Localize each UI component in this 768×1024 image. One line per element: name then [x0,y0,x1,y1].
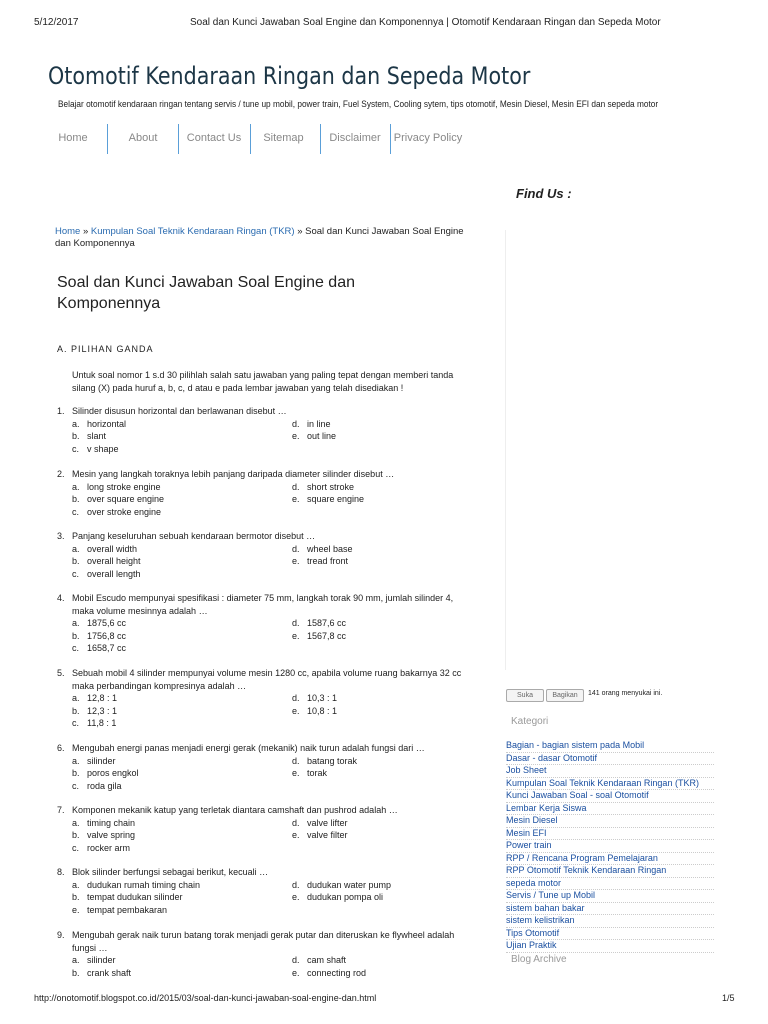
option-text: overall height [87,556,141,566]
question-number: 9. [57,930,65,940]
sidebar-divider [505,230,506,670]
question-number: 7. [57,805,65,815]
option-letter: c. [72,718,80,728]
question [57,667,477,730]
option-text: 11,8 : 1 [87,718,117,728]
option-text: torak [307,768,328,778]
answer-option [72,879,200,892]
option-letter: d. [292,817,300,828]
option-text: cam shaft [307,955,347,965]
option-text: valve lifter [307,817,348,828]
categories-list [506,740,714,953]
answer-option [72,543,137,556]
category-link[interactable]: Mesin EFI [506,828,714,841]
question-text: Mobil Escudo mempunyai spesifikasi : diameter 75 mm, langkah torak 90 mm, jumlah silinder 4, maka volume mesinnya adalah … [72,593,454,616]
nav-disclaimer[interactable]: Disclaimer [329,132,381,144]
option-text: dudukan pompa oli [307,892,384,902]
answer-option [292,555,348,568]
option-letter: a. [72,755,80,766]
option-letter: b. [72,556,80,566]
question-text: Panjang keseluruhan sebuah kendaraan bermotor disebut … [72,531,316,541]
answer-option [72,630,126,643]
option-letter: b. [72,830,80,840]
answer-option [292,891,383,904]
answer-option [72,692,117,705]
nav-about[interactable]: About [128,132,158,144]
option-text: dudukan water pump [307,879,392,890]
category-link[interactable]: Job Sheet [506,765,714,778]
question-stem [57,667,477,692]
categories-heading: Kategori [511,716,549,727]
breadcrumb-current: Soal dan Kunci Jawaban Soal Engine dan Komponennya [55,226,464,249]
category-link[interactable]: Power train [506,840,714,853]
find-us-heading: Find Us : [516,186,572,201]
answer-option [292,418,331,431]
option-text: 1756,8 cc [87,630,127,641]
question-stem [57,468,477,481]
breadcrumb-category[interactable]: Kumpulan Soal Teknik Kendaraan Ringan (TKR) [90,226,295,237]
option-letter: e. [292,892,300,902]
answer-option [292,617,346,630]
answer-option [72,904,167,917]
print-page-title: Soal dan Kunci Jawaban Soal Engine dan Komponennya | Otomotif Kendaraan Ringan dan Sepeda Motor [190,17,661,28]
answer-option [292,493,364,506]
answer-option [72,617,126,630]
option-text: silinder [87,755,116,766]
blog-archive-heading: Blog Archive [511,954,567,965]
option-letter: c. [72,443,80,454]
answer-option [72,493,164,506]
option-letter: d. [292,481,300,492]
question-number: 1. [57,406,65,416]
answer-option [292,767,327,780]
option-letter: e. [292,967,300,978]
option-text: long stroke engine [87,481,161,492]
question [57,929,477,979]
option-letter: d. [292,755,300,766]
option-letter: d. [292,879,300,890]
option-letter: b. [72,431,80,441]
question-number: 5. [57,668,65,678]
option-text: out line [307,431,337,441]
option-text: tempat pembakaran [87,904,168,915]
answer-option [292,543,353,556]
option-text: overall length [87,568,141,579]
site-description: Belajar otomotif kendaraan ringan tentang servis / tune up mobil, power train, Fuel System, Cooling sytem, tips otomotif, Mesin Diesel, Mesin EFI dan sepeda motor [58,99,659,109]
option-letter: a. [72,543,80,554]
answer-option [72,418,126,431]
option-text: wheel base [307,543,353,554]
option-text: 10,8 : 1 [307,705,338,716]
answer-option [72,481,161,494]
category-link[interactable]: Bagian - bagian sistem pada Mobil [506,740,714,753]
answer-option [72,717,116,730]
answer-option [292,692,337,705]
post-title: Soal dan Kunci Jawaban Soal Engine dan Komponennya [57,274,355,312]
option-text: in line [307,418,331,429]
option-letter: e. [292,830,300,840]
option-text: silinder [87,955,116,965]
option-text: tempat dudukan silinder [87,892,183,902]
like-count: 141 orang menyukai ini. [588,690,663,697]
question-text: Komponen mekanik katup yang terletak diantara camshaft dan pushrod adalah … [72,805,398,815]
question-number: 4. [57,593,65,603]
answer-option [292,879,391,892]
question [57,866,477,916]
question-stem [57,742,477,755]
option-text: crank shaft [87,967,132,978]
question-stem [57,405,477,418]
question-text: Mesin yang langkah toraknya lebih panjang daripada diameter silinder disebut … [72,469,395,479]
answer-option [292,481,354,494]
option-text: connecting rod [307,967,367,978]
option-text: square engine [307,494,365,504]
question-stem [57,530,477,543]
option-letter: e. [292,431,300,441]
option-letter: d. [292,693,300,703]
option-letter: e. [292,556,300,566]
option-letter: a. [72,693,80,703]
answer-option [72,642,126,655]
nav-contact-us[interactable]: Contact Us [186,132,242,144]
breadcrumb [55,226,470,250]
nav-privacy-policy[interactable]: Privacy Policy [393,132,463,144]
option-letter: d. [292,618,300,628]
answer-option [72,555,141,568]
category-link[interactable]: Ujian Praktik [506,940,714,953]
option-text: 1658,7 cc [87,643,127,653]
option-letter: b. [72,892,80,902]
option-letter: d. [292,543,300,554]
answer-option [72,829,135,842]
share-button[interactable]: Bagikan [546,689,584,702]
option-text: dudukan rumah timing chain [87,879,201,890]
like-button[interactable]: Suka [506,689,544,702]
answer-option [72,842,130,855]
breadcrumb-home[interactable]: Home [55,226,81,237]
option-letter: c. [72,842,80,853]
answer-option [72,443,119,456]
category-link[interactable]: Kumpulan Soal Teknik Kendaraan Ringan (TKR) [506,778,714,791]
option-letter: b. [72,630,80,641]
option-letter: b. [72,494,80,504]
breadcrumb-separator: » [80,226,91,237]
option-letter: a. [72,418,80,429]
site-title[interactable]: Otomotif Kendaraan Ringan dan Sepeda Motor [48,62,531,90]
options [57,481,477,519]
answer-option [292,430,336,443]
answer-option [292,755,357,768]
category-link[interactable]: sepeda motor [506,878,714,891]
option-letter: c. [72,780,80,791]
category-link[interactable]: Tips Otomotif [506,928,714,941]
options [57,879,477,917]
option-letter: e. [292,494,300,504]
answer-option [292,954,346,967]
category-link[interactable]: Kunci Jawaban Soal - soal Otomotif [506,790,714,803]
option-letter: d. [292,418,300,429]
answer-option [72,967,131,980]
question-stem [57,929,477,954]
print-url: http://onotomotif.blogspot.co.id/2015/03/soal-dan-kunci-jawaban-soal-engine-dan.html [34,993,377,1003]
options [57,692,477,730]
option-letter: b. [72,967,80,978]
category-link[interactable]: sistem bahan bakar [506,903,714,916]
option-text: poros engkol [87,768,139,778]
option-text: v shape [87,443,119,454]
option-text: slant [87,431,107,441]
option-letter: a. [72,879,80,890]
answer-option [292,705,337,718]
answer-option [72,430,106,443]
nav-home[interactable]: Home [58,132,88,144]
question-number: 8. [57,867,65,877]
category-link[interactable]: RPP / Rencana Program Pemelajaran [506,853,714,866]
option-text: batang torak [307,755,358,766]
option-letter: c. [72,506,80,517]
option-letter: d. [292,955,300,965]
option-text: over square engine [87,494,165,504]
option-text: 12,8 : 1 [87,693,118,703]
answer-option [72,506,161,519]
breadcrumb-separator: » [294,226,306,237]
option-letter: e. [292,768,300,778]
options [57,418,477,456]
category-link[interactable]: Servis / Tune up Mobil [506,890,714,903]
option-letter: c. [72,568,80,579]
option-text: rocker arm [87,842,131,853]
answer-option [292,817,348,830]
option-text: 1875,6 cc [87,618,127,628]
question [57,405,477,455]
option-text: 12,3 : 1 [87,705,118,716]
option-text: 1587,6 cc [307,618,347,628]
question [57,804,477,854]
option-letter: e. [292,705,300,716]
answer-option [292,967,366,980]
question [57,592,477,655]
answer-option [72,954,116,967]
option-text: timing chain [87,817,136,828]
question-text: Mengubah energi panas menjadi energi gerak (mekanik) naik turun adalah fungsi dari … [72,743,425,753]
option-text: short stroke [307,481,355,492]
question-number: 3. [57,531,65,541]
option-text: tread front [307,556,349,566]
category-link[interactable]: Mesin Diesel [506,815,714,828]
answer-option [72,780,122,793]
option-text: 1567,8 cc [307,630,347,641]
question-number: 6. [57,743,65,753]
options [57,755,477,793]
instructions: Untuk soal nomor 1 s.d 30 pilihlah salah satu jawaban yang paling tepat dengan memberi tanda silang (X) pada huruf a, b, c, d atau e pada lembar jawaban yang telah disediakan ! [72,370,454,393]
option-letter: a. [72,955,80,965]
option-text: roda gila [87,780,122,791]
answer-option [72,705,117,718]
section-heading: A. PILIHAN GANDA [57,344,154,354]
print-date: 5/12/2017 [34,17,79,28]
option-text: overall width [87,543,138,554]
category-link[interactable]: Lembar Kerja Siswa [506,803,714,816]
question-text: Silinder disusun horizontal dan berlawanan disebut … [72,406,287,416]
category-link[interactable]: Dasar - dasar Otomotif [506,753,714,766]
option-letter: a. [72,481,80,492]
answer-option [72,891,183,904]
answer-option [72,755,116,768]
options [57,954,477,979]
option-letter: e. [292,630,300,641]
answer-option [292,829,348,842]
option-text: over stroke engine [87,506,162,517]
option-text: valve spring [87,830,136,840]
option-letter: b. [72,768,80,778]
option-text: valve filter [307,830,348,840]
option-text: horizontal [87,418,127,429]
question [57,468,477,518]
option-letter: c. [72,643,80,653]
question-text: Sebuah mobil 4 silinder mempunyai volume mesin 1280 cc, apabila volume ruang bakarnya 32 cc maka perbandingan kompresinya adalah … [72,668,462,691]
print-page-number: 1/5 [722,993,735,1003]
options [57,817,477,855]
options [57,617,477,655]
option-letter: b. [72,705,80,716]
question-stem [57,866,477,879]
category-link[interactable]: RPP Otomotif Teknik Kendaraan Ringan [506,865,714,878]
option-letter: a. [72,618,80,628]
option-letter: e. [72,904,80,915]
category-link[interactable]: sistem kelistrikan [506,915,714,928]
question-text: Mengubah gerak naik turun batang torak menjadi gerak putar dan diteruskan ke flywheel adalah fungsi … [72,930,455,953]
question-stem [57,592,477,617]
question-text: Blok silinder berfungsi sebagai berikut, kecuali … [72,867,269,877]
question-stem [57,804,477,817]
answer-option [72,767,139,780]
answer-option [292,630,346,643]
answer-option [72,568,141,581]
option-text: 10,3 : 1 [307,693,338,703]
answer-option [72,817,135,830]
options [57,543,477,581]
option-letter: a. [72,817,80,828]
nav-sitemap[interactable]: Sitemap [263,132,304,144]
question-number: 2. [57,469,65,479]
question [57,530,477,580]
question [57,742,477,792]
